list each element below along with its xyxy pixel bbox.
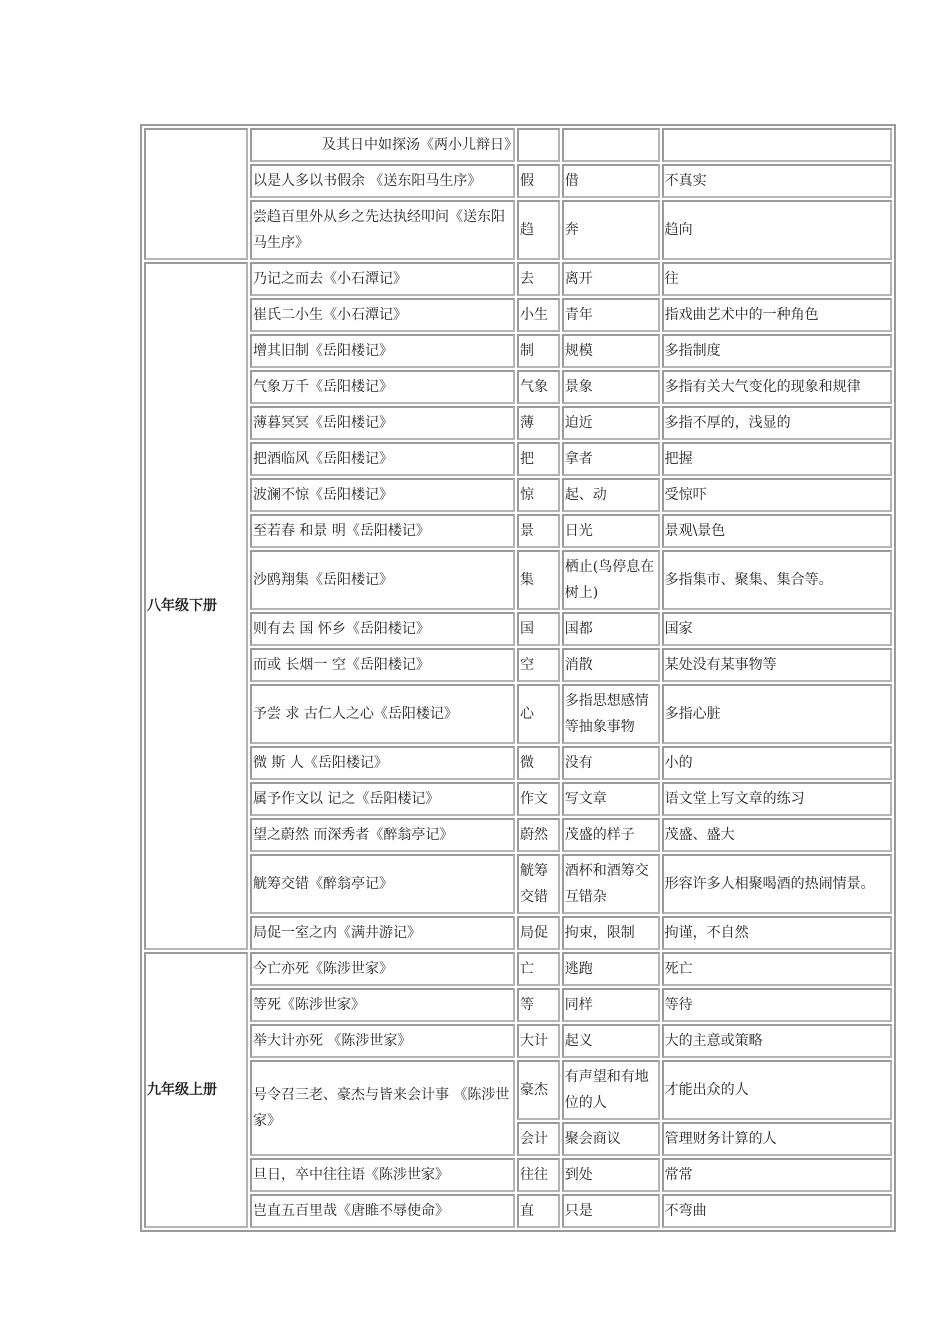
table-row bbox=[144, 916, 892, 950]
table-row bbox=[144, 854, 892, 914]
word-cell: 薄 bbox=[517, 406, 560, 440]
sentence-cell: 气象万千《岳阳楼记》 bbox=[250, 370, 515, 404]
modern-meaning-cell: 多指心脏 bbox=[662, 684, 892, 744]
sentence-cell: 号令召三老、豪杰与皆来会计事 《陈涉世家》 bbox=[250, 1060, 515, 1156]
sentence-cell: 今亡亦死《陈涉世家》 bbox=[250, 952, 515, 986]
ancient-meaning-cell: 拘束，限制 bbox=[562, 916, 660, 950]
sentence-cell: 微 斯 人《岳阳楼记》 bbox=[250, 746, 515, 780]
vocabulary-table-container bbox=[140, 124, 896, 1232]
sentence-cell: 举大计亦死 《陈涉世家》 bbox=[250, 1024, 515, 1058]
word-cell: 直 bbox=[517, 1194, 560, 1228]
table-row bbox=[144, 262, 892, 296]
modern-meaning-cell: 多指集市、聚集、集合等。 bbox=[662, 550, 892, 610]
table-row bbox=[144, 128, 892, 162]
ancient-meaning-cell bbox=[562, 128, 660, 162]
ancient-meaning-cell: 没有 bbox=[562, 746, 660, 780]
word-cell: 等 bbox=[517, 988, 560, 1022]
modern-meaning-cell: 死亡 bbox=[662, 952, 892, 986]
word-cell: 亡 bbox=[517, 952, 560, 986]
sentence-cell: 望之蔚然 而深秀者《醉翁亭记》 bbox=[250, 818, 515, 852]
modern-meaning-cell: 受惊吓 bbox=[662, 478, 892, 512]
sentence-cell: 及其日中如探汤《两小儿辩日》 bbox=[250, 128, 515, 162]
word-cell: 制 bbox=[517, 334, 560, 368]
ancient-meaning-cell: 只是 bbox=[562, 1194, 660, 1228]
sentence-cell: 沙鸥翔集《岳阳楼记》 bbox=[250, 550, 515, 610]
modern-meaning-cell: 拘谨，不自然 bbox=[662, 916, 892, 950]
sentence-cell: 崔氏二小生《小石潭记》 bbox=[250, 298, 515, 332]
modern-meaning-cell: 形容许多人相聚喝酒的热闹情景。 bbox=[662, 854, 892, 914]
table-row bbox=[144, 684, 892, 744]
modern-meaning-cell: 多指有关大气变化的现象和规律 bbox=[662, 370, 892, 404]
ancient-meaning-cell: 到处 bbox=[562, 1158, 660, 1192]
table-row bbox=[144, 1194, 892, 1228]
ancient-meaning-cell: 酒杯和酒筹交互错杂 bbox=[562, 854, 660, 914]
word-cell: 心 bbox=[517, 684, 560, 744]
modern-meaning-cell: 往 bbox=[662, 262, 892, 296]
ancient-meaning-cell: 借 bbox=[562, 164, 660, 198]
table-row bbox=[144, 648, 892, 682]
table-row bbox=[144, 746, 892, 780]
sentence-cell: 而或 长烟一 空《岳阳楼记》 bbox=[250, 648, 515, 682]
table-row bbox=[144, 514, 892, 548]
classical-vocabulary-table bbox=[140, 124, 896, 1232]
table-row bbox=[144, 298, 892, 332]
word-cell: 国 bbox=[517, 612, 560, 646]
ancient-meaning-cell: 日光 bbox=[562, 514, 660, 548]
modern-meaning-cell: 茂盛、盛大 bbox=[662, 818, 892, 852]
word-cell: 假 bbox=[517, 164, 560, 198]
ancient-meaning-cell: 聚会商议 bbox=[562, 1122, 660, 1156]
word-cell: 微 bbox=[517, 746, 560, 780]
sentence-cell: 乃记之而去《小石潭记》 bbox=[250, 262, 515, 296]
word-cell: 蔚然 bbox=[517, 818, 560, 852]
sentence-cell: 薄暮冥冥《岳阳楼记》 bbox=[250, 406, 515, 440]
sentence-cell: 至若春 和景 明《岳阳楼记》 bbox=[250, 514, 515, 548]
table-row bbox=[144, 612, 892, 646]
ancient-meaning-cell: 国都 bbox=[562, 612, 660, 646]
modern-meaning-cell: 才能出众的人 bbox=[662, 1060, 892, 1120]
modern-meaning-cell: 大的主意或策略 bbox=[662, 1024, 892, 1058]
ancient-meaning-cell: 青年 bbox=[562, 298, 660, 332]
table-row bbox=[144, 478, 892, 512]
ancient-meaning-cell: 起义 bbox=[562, 1024, 660, 1058]
table-row bbox=[144, 952, 892, 986]
table-row bbox=[144, 406, 892, 440]
modern-meaning-cell: 国家 bbox=[662, 612, 892, 646]
modern-meaning-cell: 语文堂上写文章的练习 bbox=[662, 782, 892, 816]
sentence-cell: 岂直五百里哉《唐睢不辱使命》 bbox=[250, 1194, 515, 1228]
word-cell: 会计 bbox=[517, 1122, 560, 1156]
modern-meaning-cell: 不弯曲 bbox=[662, 1194, 892, 1228]
ancient-meaning-cell: 迫近 bbox=[562, 406, 660, 440]
modern-meaning-cell: 多指不厚的，浅显的 bbox=[662, 406, 892, 440]
sentence-cell: 觥筹交错《醉翁亭记》 bbox=[250, 854, 515, 914]
modern-meaning-cell: 不真实 bbox=[662, 164, 892, 198]
grade-label-9-upper: 九年级上册 bbox=[144, 952, 248, 1228]
grade-cell-empty bbox=[144, 128, 248, 260]
ancient-meaning-cell: 栖止(鸟停息在树上) bbox=[562, 550, 660, 610]
modern-meaning-cell: 把握 bbox=[662, 442, 892, 476]
table-row bbox=[144, 550, 892, 610]
ancient-meaning-cell: 离开 bbox=[562, 262, 660, 296]
modern-meaning-cell: 景观\景色 bbox=[662, 514, 892, 548]
sentence-cell: 波澜不惊《岳阳楼记》 bbox=[250, 478, 515, 512]
word-cell: 景 bbox=[517, 514, 560, 548]
word-cell: 大计 bbox=[517, 1024, 560, 1058]
sentence-cell: 等死《陈涉世家》 bbox=[250, 988, 515, 1022]
word-cell bbox=[517, 128, 560, 162]
sentence-cell: 尝趋百里外从乡之先达执经叩问《送东阳马生序》 bbox=[250, 200, 515, 260]
ancient-meaning-cell: 同样 bbox=[562, 988, 660, 1022]
ancient-meaning-cell: 起、动 bbox=[562, 478, 660, 512]
word-cell: 作文 bbox=[517, 782, 560, 816]
sentence-cell: 予尝 求 古仁人之心《岳阳楼记》 bbox=[250, 684, 515, 744]
modern-meaning-cell: 某处没有某事物等 bbox=[662, 648, 892, 682]
sentence-cell: 属予作文以 记之《岳阳楼记》 bbox=[250, 782, 515, 816]
word-cell: 去 bbox=[517, 262, 560, 296]
word-cell: 往往 bbox=[517, 1158, 560, 1192]
ancient-meaning-cell: 拿者 bbox=[562, 442, 660, 476]
word-cell: 把 bbox=[517, 442, 560, 476]
word-cell: 趋 bbox=[517, 200, 560, 260]
ancient-meaning-cell: 景象 bbox=[562, 370, 660, 404]
modern-meaning-cell: 多指制度 bbox=[662, 334, 892, 368]
modern-meaning-cell: 等待 bbox=[662, 988, 892, 1022]
sentence-cell: 则有去 国 怀乡《岳阳楼记》 bbox=[250, 612, 515, 646]
ancient-meaning-cell: 逃跑 bbox=[562, 952, 660, 986]
ancient-meaning-cell: 规模 bbox=[562, 334, 660, 368]
word-cell: 气象 bbox=[517, 370, 560, 404]
word-cell: 豪杰 bbox=[517, 1060, 560, 1120]
table-row bbox=[144, 1158, 892, 1192]
sentence-cell: 旦日，卒中往往语《陈涉世家》 bbox=[250, 1158, 515, 1192]
table-row bbox=[144, 370, 892, 404]
modern-meaning-cell: 趋向 bbox=[662, 200, 892, 260]
sentence-cell: 增其旧制《岳阳楼记》 bbox=[250, 334, 515, 368]
sentence-cell: 以是人多以书假余 《送东阳马生序》 bbox=[250, 164, 515, 198]
ancient-meaning-cell: 多指思想感情等抽象事物 bbox=[562, 684, 660, 744]
ancient-meaning-cell: 奔 bbox=[562, 200, 660, 260]
word-cell: 觥筹交错 bbox=[517, 854, 560, 914]
table-row bbox=[144, 1060, 892, 1120]
ancient-meaning-cell: 写文章 bbox=[562, 782, 660, 816]
sentence-cell: 局促一室之内《满井游记》 bbox=[250, 916, 515, 950]
table-row bbox=[144, 818, 892, 852]
table-row bbox=[144, 782, 892, 816]
table-row bbox=[144, 1024, 892, 1058]
table-row bbox=[144, 988, 892, 1022]
table-row bbox=[144, 334, 892, 368]
modern-meaning-cell: 指戏曲艺术中的一种角色 bbox=[662, 298, 892, 332]
ancient-meaning-cell: 茂盛的样子 bbox=[562, 818, 660, 852]
table-row bbox=[144, 164, 892, 198]
modern-meaning-cell bbox=[662, 128, 892, 162]
modern-meaning-cell: 小的 bbox=[662, 746, 892, 780]
grade-label-8-lower: 八年级下册 bbox=[144, 262, 248, 950]
word-cell: 小生 bbox=[517, 298, 560, 332]
table-row bbox=[144, 442, 892, 476]
modern-meaning-cell: 常常 bbox=[662, 1158, 892, 1192]
ancient-meaning-cell: 消散 bbox=[562, 648, 660, 682]
word-cell: 局促 bbox=[517, 916, 560, 950]
sentence-cell: 把酒临风《岳阳楼记》 bbox=[250, 442, 515, 476]
word-cell: 集 bbox=[517, 550, 560, 610]
ancient-meaning-cell: 有声望和有地位的人 bbox=[562, 1060, 660, 1120]
word-cell: 惊 bbox=[517, 478, 560, 512]
word-cell: 空 bbox=[517, 648, 560, 682]
table-row bbox=[144, 200, 892, 260]
modern-meaning-cell: 管理财务计算的人 bbox=[662, 1122, 892, 1156]
